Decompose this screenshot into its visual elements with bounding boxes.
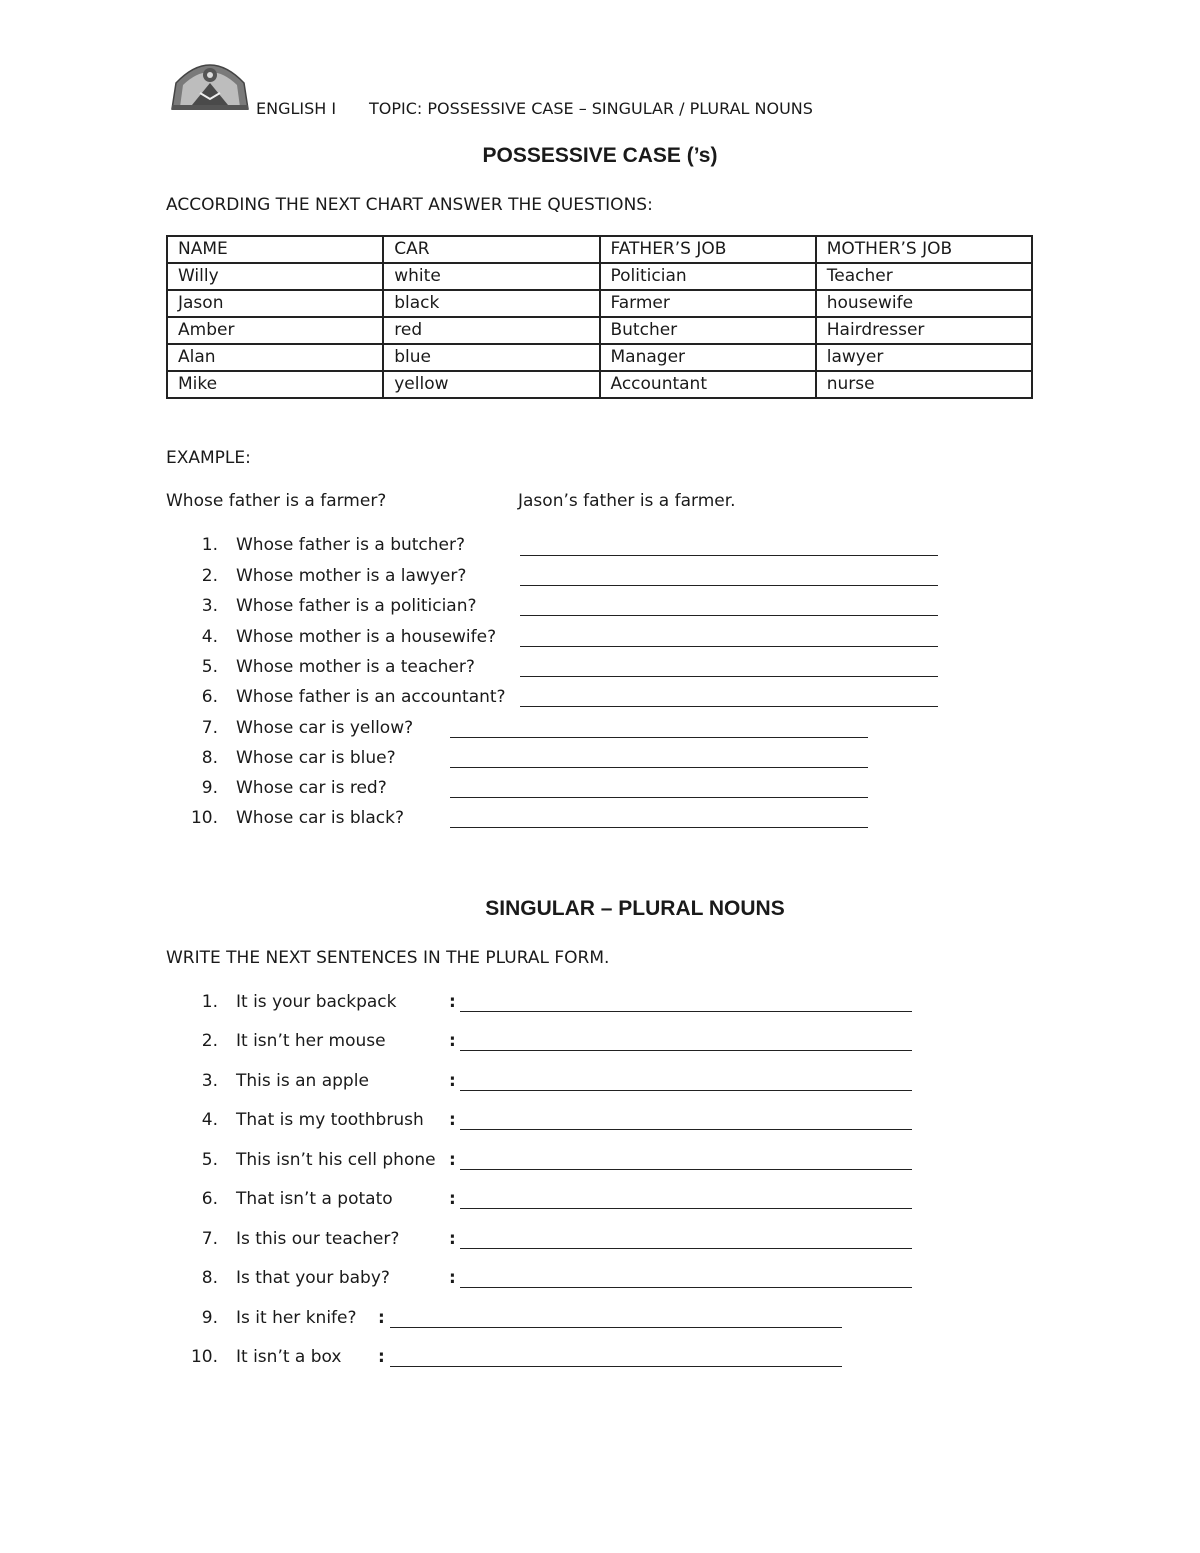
- colon: :: [449, 1229, 456, 1249]
- table-cell: Politician: [600, 263, 816, 290]
- question-number: 7.: [201, 718, 218, 738]
- sentence-item: [190, 1347, 341, 1367]
- example-label: EXAMPLE:: [166, 448, 251, 468]
- question-text: Whose father is an accountant?: [236, 687, 506, 707]
- question-item: [190, 627, 496, 647]
- colon: :: [378, 1347, 385, 1367]
- table-header-cell: FATHER’S JOB: [600, 236, 816, 263]
- colon: :: [449, 1031, 456, 1051]
- question-number: 5.: [201, 657, 218, 677]
- answer-line[interactable]: [450, 737, 868, 738]
- question-item: [190, 718, 413, 738]
- table-cell: housewife: [816, 290, 1032, 317]
- data-table: [166, 235, 1033, 399]
- table-cell: blue: [383, 344, 599, 371]
- question-item: [190, 687, 506, 707]
- table-cell: nurse: [816, 371, 1032, 398]
- plural-instruction: WRITE THE NEXT SENTENCES IN THE PLURAL FORM.: [166, 948, 610, 968]
- colon: :: [449, 1150, 456, 1170]
- plural-title: SINGULAR – PLURAL NOUNS: [485, 897, 785, 920]
- answer-line[interactable]: [520, 676, 938, 677]
- answer-line[interactable]: [450, 797, 868, 798]
- table-cell: Willy: [167, 263, 383, 290]
- sentence-item: [190, 1189, 393, 1209]
- table-cell: Jason: [167, 290, 383, 317]
- sentence-number: 3.: [201, 1071, 218, 1091]
- answer-line[interactable]: [460, 1011, 912, 1012]
- table-cell: Accountant: [600, 371, 816, 398]
- sentence-item: [190, 1110, 424, 1130]
- table-row: [167, 263, 1032, 290]
- question-text: Whose car is yellow?: [236, 718, 414, 738]
- answer-line[interactable]: [450, 827, 868, 828]
- table-cell: Farmer: [600, 290, 816, 317]
- sentence-text: That isn’t a potato: [236, 1189, 393, 1209]
- table-cell: yellow: [383, 371, 599, 398]
- question-number: 6.: [201, 687, 218, 707]
- sentence-item: [190, 1031, 386, 1051]
- colon: :: [378, 1308, 385, 1328]
- table-cell: lawyer: [816, 344, 1032, 371]
- sentence-item: [190, 1268, 390, 1288]
- sentence-text: It is your backpack: [236, 992, 397, 1012]
- answer-line[interactable]: [460, 1090, 912, 1091]
- table-header-row: [167, 236, 1032, 263]
- sentence-number: 7.: [201, 1229, 218, 1249]
- sentence-text: That is my toothbrush: [236, 1110, 424, 1130]
- table-cell: Alan: [167, 344, 383, 371]
- question-number: 10.: [190, 808, 218, 828]
- question-number: 8.: [201, 748, 218, 768]
- question-text: Whose mother is a teacher?: [236, 657, 475, 677]
- sentence-item: [190, 1229, 399, 1249]
- answer-line[interactable]: [520, 555, 938, 556]
- colon: :: [449, 992, 456, 1012]
- possessive-title: POSSESSIVE CASE (’s): [482, 144, 718, 167]
- table-row: [167, 290, 1032, 317]
- table-cell: red: [383, 317, 599, 344]
- question-item: [190, 566, 466, 586]
- sentence-number: 4.: [201, 1110, 218, 1130]
- colon: :: [449, 1110, 456, 1130]
- table-header-cell: NAME: [167, 236, 383, 263]
- answer-line[interactable]: [460, 1129, 912, 1130]
- answer-line[interactable]: [390, 1327, 842, 1328]
- possessive-instruction: ACCORDING THE NEXT CHART ANSWER THE QUESTIONS:: [166, 195, 653, 215]
- answer-line[interactable]: [460, 1169, 912, 1170]
- table-row: [167, 344, 1032, 371]
- topic-heading: TOPIC: POSSESSIVE CASE – SINGULAR / PLURAL NOUNS: [369, 99, 813, 118]
- question-item: [190, 596, 477, 616]
- table-cell: Manager: [600, 344, 816, 371]
- sentence-text: Is it her knife?: [236, 1308, 357, 1328]
- question-number: 9.: [201, 778, 218, 798]
- sentence-number: 2.: [201, 1031, 218, 1051]
- sentence-number: 5.: [201, 1150, 218, 1170]
- question-text: Whose car is red?: [236, 778, 387, 798]
- answer-line[interactable]: [450, 767, 868, 768]
- sentence-number: 1.: [201, 992, 218, 1012]
- table-cell: white: [383, 263, 599, 290]
- sentence-text: Is this our teacher?: [236, 1229, 400, 1249]
- answer-line[interactable]: [390, 1366, 842, 1367]
- question-number: 3.: [201, 596, 218, 616]
- question-number: 4.: [201, 627, 218, 647]
- question-item: [190, 808, 404, 828]
- sentence-item: [190, 1071, 369, 1091]
- school-logo: [170, 55, 250, 111]
- question-number: 2.: [201, 566, 218, 586]
- answer-line[interactable]: [460, 1287, 912, 1288]
- example-question: Whose father is a farmer?: [166, 491, 387, 511]
- example-answer: Jason’s father is a farmer.: [518, 491, 736, 511]
- sentence-number: 9.: [201, 1308, 218, 1328]
- answer-line[interactable]: [520, 585, 938, 586]
- sentence-text: This is an apple: [236, 1071, 369, 1091]
- question-item: [190, 535, 465, 555]
- table-cell: Hairdresser: [816, 317, 1032, 344]
- question-item: [190, 657, 475, 677]
- colon: :: [449, 1268, 456, 1288]
- course-name: ENGLISH I: [256, 99, 337, 118]
- sentence-item: [190, 1150, 436, 1170]
- table-row: [167, 371, 1032, 398]
- answer-line[interactable]: [460, 1050, 912, 1051]
- sentence-number: 6.: [201, 1189, 218, 1209]
- sentence-item: [190, 1308, 357, 1328]
- question-text: Whose mother is a lawyer?: [236, 566, 467, 586]
- sentence-text: It isn’t a box: [236, 1347, 342, 1367]
- sentence-item: [190, 992, 397, 1012]
- table-cell: Amber: [167, 317, 383, 344]
- question-text: Whose father is a politician?: [236, 596, 477, 616]
- answer-line[interactable]: [520, 646, 938, 647]
- table-row: [167, 317, 1032, 344]
- sentence-text: Is that your baby?: [236, 1268, 390, 1288]
- sentence-number: 10.: [190, 1347, 218, 1367]
- question-text: Whose mother is a housewife?: [236, 627, 497, 647]
- table-cell: Teacher: [816, 263, 1032, 290]
- table-header-cell: CAR: [383, 236, 599, 263]
- question-number: 1.: [201, 535, 218, 555]
- table-cell: Butcher: [600, 317, 816, 344]
- question-text: Whose car is black?: [236, 808, 404, 828]
- sentence-text: It isn’t her mouse: [236, 1031, 386, 1051]
- table-cell: black: [383, 290, 599, 317]
- sentence-text: This isn’t his cell phone: [236, 1150, 436, 1170]
- table-cell: Mike: [167, 371, 383, 398]
- table-header-cell: MOTHER’S JOB: [816, 236, 1032, 263]
- question-text: Whose father is a butcher?: [236, 535, 466, 555]
- answer-line[interactable]: [520, 615, 938, 616]
- answer-line[interactable]: [520, 706, 938, 707]
- answer-line[interactable]: [460, 1208, 912, 1209]
- sentence-number: 8.: [201, 1268, 218, 1288]
- answer-line[interactable]: [460, 1248, 912, 1249]
- question-item: [190, 778, 387, 798]
- colon: :: [449, 1189, 456, 1209]
- colon: :: [449, 1071, 456, 1091]
- question-item: [190, 748, 396, 768]
- question-text: Whose car is blue?: [236, 748, 396, 768]
